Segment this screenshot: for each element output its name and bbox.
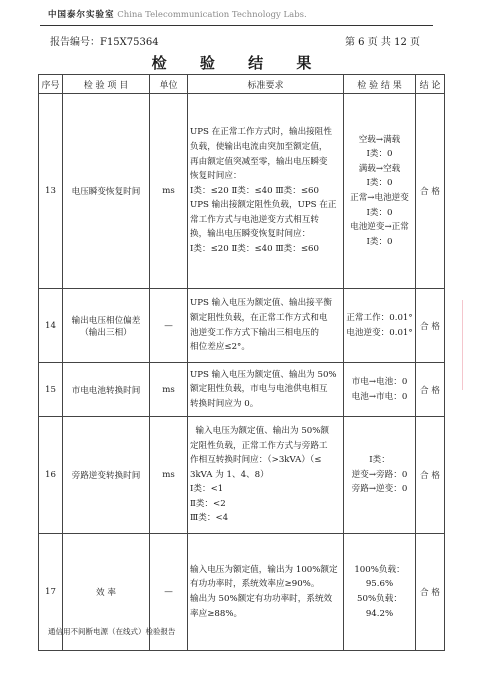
conclusion: 合 格 — [416, 363, 445, 417]
col-header-conclusion: 结 论 — [416, 75, 445, 94]
col-header-result: 检 验 结 果 — [344, 75, 416, 94]
unit: — — [150, 289, 188, 363]
requirement: UPS 输入电压为额定值、输出为 50% 额定阻性负载，市电与电池供电相互 转换时间应为 0。 — [188, 363, 344, 417]
unit: ms — [150, 363, 188, 417]
col-header-item: 检 验 项 目 — [63, 75, 150, 94]
unit: ms — [150, 94, 188, 289]
unit: ms — [150, 417, 188, 534]
results-table — [38, 74, 445, 651]
row-number: 17 — [39, 534, 63, 651]
test-result: 市电→电池：0 电池→市电：0 — [344, 363, 416, 417]
col-header-requirement: 标准要求 — [188, 75, 344, 94]
conclusion: 合 格 — [416, 289, 445, 363]
unit: — — [150, 534, 188, 651]
row-number: 16 — [39, 417, 63, 534]
lab-name-cn: 中国泰尔实验室 — [48, 10, 115, 20]
requirement: UPS 输入电压为额定值、输出接平衡 额定阻性负载，在正常工作方式和电 池逆变工作方式下输出三相电压的 相位差应≤2°。 — [188, 289, 344, 363]
requirement: 输入电压为额定值、输出为 50%额 定阻性负载，正常工作方式与旁路工 作相互转换时间应：（>3kVA）（≤ 3kVA 为 1、4、8） Ⅰ类：<1 Ⅱ类：<2 Ⅲ类：<4 — [188, 417, 344, 534]
test-result: 100%负载： 95.6% 50%负载： 94.2% — [344, 534, 416, 651]
table-row — [39, 94, 445, 289]
report-number: 报告编号：F15X75364 — [50, 37, 159, 48]
test-item: 电压瞬变恢复时间 — [63, 94, 150, 289]
seal-mark — [462, 300, 475, 390]
table-header-row — [39, 75, 445, 94]
page-number: 第 6 页 共 12 页 — [345, 37, 420, 48]
col-header-unit: 单位 — [150, 75, 188, 94]
test-item: 旁路逆变转换时间 — [63, 417, 150, 534]
row-number: 13 — [39, 94, 63, 289]
row-number: 15 — [39, 363, 63, 417]
test-item: 市电电池转换时间 — [63, 363, 150, 417]
lab-banner — [48, 8, 428, 22]
row-number: 14 — [39, 289, 63, 363]
conclusion: 合 格 — [416, 534, 445, 651]
conclusion: 合 格 — [416, 94, 445, 289]
footer-text: 通信用不间断电源（在线式）检验报告 — [48, 627, 176, 636]
page-title: 检 验 结 果 — [151, 54, 326, 72]
table-row — [39, 289, 445, 363]
test-result: Ⅰ类： 逆变→旁路：0 旁路→逆变：0 — [344, 417, 416, 534]
test-result: 空载→满载 Ⅰ类：0 满载→空载 Ⅰ类：0 正常→电池逆变 Ⅰ类：0 电池逆变→正常 Ⅰ类：0 — [344, 94, 416, 289]
table-row — [39, 417, 445, 534]
lab-name-en: China Telecommunication Technology Labs. — [117, 10, 307, 20]
header-rule — [40, 25, 433, 26]
requirement: 输入电压为额定值，输出为 100%额定 有功功率时，系统效率应≥90%。 输出为 50%额定有功功率时，系统效 率应≥88%。 — [188, 534, 344, 651]
test-result: 正常工作：0.01° 电池逆变：0.01° — [344, 289, 416, 363]
col-header-no: 序号 — [39, 75, 63, 94]
conclusion: 合 格 — [416, 417, 445, 534]
test-item: 效 率 — [63, 534, 150, 651]
table-row — [39, 363, 445, 417]
requirement: UPS 在正常工作方式时，输出接阻性 负载，使输出电流由突加至额定值， 再由额定值突减至零，输出电压瞬变 恢复时间应： Ⅰ类：≤20 Ⅱ类：≤40 Ⅲ类：≤60 UPS 输出接额定阻性负载，UPS 在正 常工作方式与电池逆变方式相互转 换，输出电压瞬变恢复时间应： Ⅰ类：≤20 Ⅱ类：≤40 Ⅲ类：≤60 — [188, 94, 344, 289]
test-item: 输出电压相位偏差 （输出三相） — [63, 289, 150, 363]
